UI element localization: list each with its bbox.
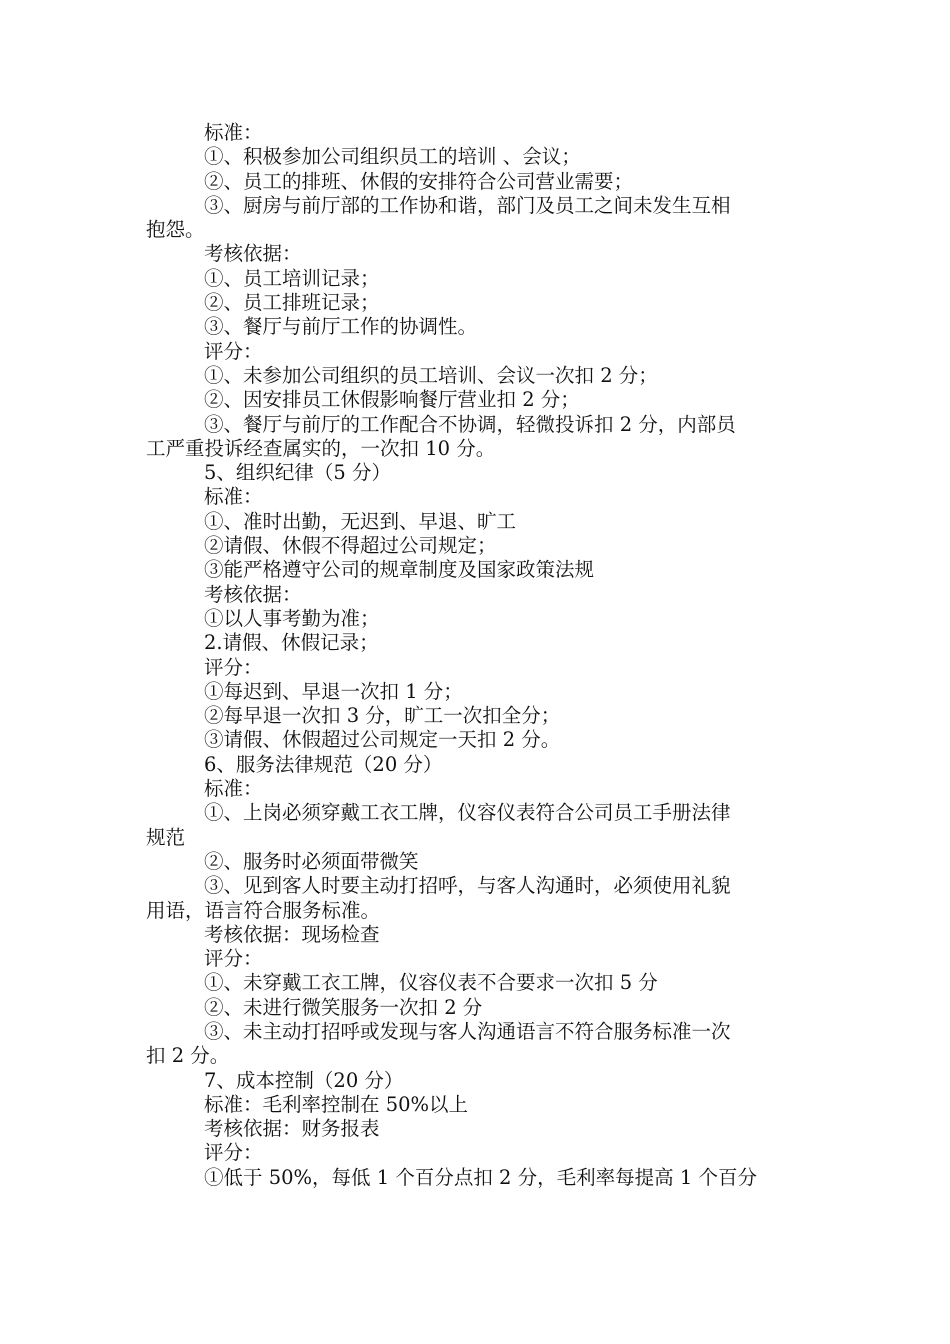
text-line: 规范 xyxy=(146,825,186,849)
text-line: ①、员工培训记录； xyxy=(204,266,380,290)
text-line: ②、未进行微笑服务一次扣 2 分 xyxy=(204,995,483,1019)
text-line: ③请假、休假超过公司规定一天扣 2 分。 xyxy=(204,728,561,752)
text-line: ①低于 50%，每低 1 个百分点扣 2 分，毛利率每提高 1 个百分 xyxy=(204,1165,757,1189)
text-line: ①以人事考勤为准； xyxy=(204,606,380,630)
text-line: ①、未穿戴工衣工牌，仪容仪表不合要求一次扣 5 分 xyxy=(204,971,658,995)
text-line: 抱怨。 xyxy=(146,218,205,242)
text-line: ①、上岗必须穿戴工衣工牌，仪容仪表符合公司员工手册法律 xyxy=(204,801,731,825)
text-line: ②、因安排员工休假影响餐厅营业扣 2 分； xyxy=(204,388,580,412)
text-line: ②请假、休假不得超过公司规定； xyxy=(204,534,497,558)
text-line: ①、未参加公司组织的员工培训、会议一次扣 2 分； xyxy=(204,363,658,387)
text-line: 2.请假、休假记录； xyxy=(204,631,379,655)
text-line: ①每迟到、早退一次扣 1 分； xyxy=(204,679,463,703)
text-line: ③、未主动打招呼或发现与客人沟通语言不符合服务标准一次 xyxy=(204,1019,731,1043)
text-line: ①、积极参加公司组织员工的培训 、会议； xyxy=(204,145,581,169)
text-line: ③、厨房与前厅部的工作协和谐，部门及员工之间未发生互相 xyxy=(204,193,731,217)
text-line: ③、见到客人时要主动打招呼，与客人沟通时，必须使用礼貌 xyxy=(204,874,731,898)
text-line: ②、员工的排班、休假的安排符合公司营业需要； xyxy=(204,169,634,193)
text-line: 标准： xyxy=(204,121,263,144)
text-line: 标准：毛利率控制在 50%以上 xyxy=(204,1092,469,1116)
text-line: 评分： xyxy=(204,947,263,971)
text-line: ①、准时出勤，无迟到、早退、旷工 xyxy=(204,509,517,533)
text-line: 扣 2 分。 xyxy=(146,1044,230,1068)
text-line: 考核依据： xyxy=(204,242,302,266)
text-line: 工严重投诉经查属实的，一次扣 10 分。 xyxy=(146,436,496,460)
text-line: ③、餐厅与前厅的工作配合不协调，轻微投诉扣 2 分，内部员 xyxy=(204,412,736,436)
section-heading: 6、服务法律规范（20 分） xyxy=(204,752,443,776)
text-line: 考核依据：现场检查 xyxy=(204,922,380,946)
text-line: ②、服务时必须面带微笑 xyxy=(204,849,419,873)
text-line: ②每早退一次扣 3 分，旷工一次扣全分； xyxy=(204,704,561,728)
text-line: ③能严格遵守公司的规章制度及国家政策法规 xyxy=(204,558,595,582)
text-line: 标准： xyxy=(204,777,263,801)
text-line: 标准： xyxy=(204,485,263,509)
text-line: 考核依据：财务报表 xyxy=(204,1117,380,1141)
text-line: 考核依据： xyxy=(204,582,302,606)
text-line: ③、餐厅与前厅工作的协调性。 xyxy=(204,315,478,339)
text-line: 用语，语言符合服务标准。 xyxy=(146,898,381,922)
text-line: 评分： xyxy=(204,339,263,363)
document-body xyxy=(146,121,810,1190)
section-heading: 5、组织纪律（5 分） xyxy=(204,461,392,485)
text-line: ②、员工排班记录； xyxy=(204,291,380,315)
text-line: 评分： xyxy=(204,1141,263,1165)
text-line: 评分： xyxy=(204,655,263,679)
section-heading: 7、成本控制（20 分） xyxy=(204,1068,404,1092)
